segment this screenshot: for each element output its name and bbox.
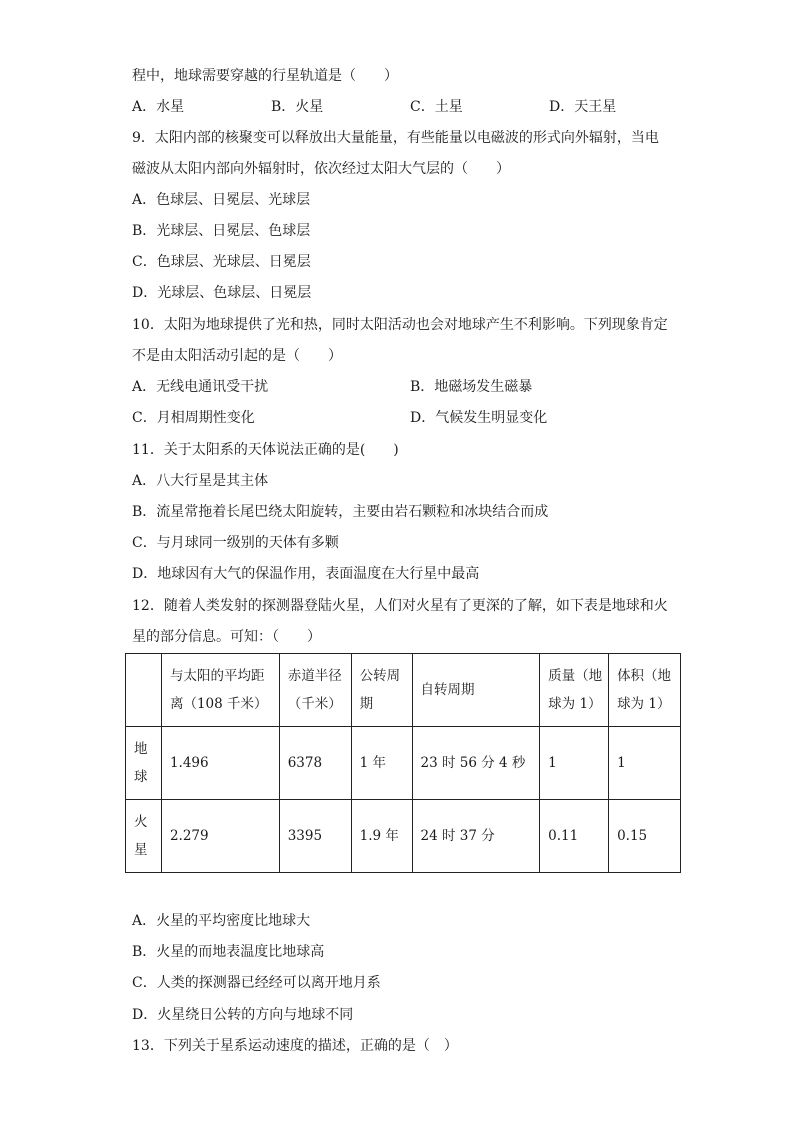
q8-option-d: D．天王星 <box>549 99 617 115</box>
table-row-label: 火 星 <box>126 800 162 873</box>
table-cell: 6378 <box>279 727 351 800</box>
q9-stem-line2: 磁波从太阳内部向外辐射时，依次经过太阳大气层的（ ） <box>132 161 510 177</box>
table-header-cell: 质量（地 球为 1） <box>540 654 609 727</box>
q10-stem-line2: 不是由太阳活动引起的是（ ） <box>132 348 342 364</box>
table-header-cell <box>126 654 162 727</box>
table-header-cell: 公转周 期 <box>351 654 412 727</box>
q10-option-b: B．地磁场发生磁暴 <box>410 379 533 395</box>
q8-option-a: A．水星 <box>132 99 185 115</box>
table-header-cell: 与太阳的平均距 离（108 千米） <box>161 654 279 727</box>
q8-option-b: B．火星 <box>271 99 324 115</box>
table-cell: 24 时 37 分 <box>412 800 540 873</box>
q10-option-c: C．月相周期性变化 <box>132 410 255 426</box>
q8-stem: 程中，地球需要穿越的行星轨道是（ ） <box>132 68 398 84</box>
table-cell: 1 <box>540 727 609 800</box>
q9-option-c: C．色球层、光球层、日冕层 <box>132 254 311 270</box>
table-cell: 0.15 <box>609 800 681 873</box>
q11-option-d: D．地球因有大气的保温作用，表面温度在大行星中最高 <box>132 566 480 582</box>
q9-stem-line1: 9．太阳内部的核聚变可以释放出大量能量，有些能量以电磁波的形式向外辐射，当电 <box>132 130 659 146</box>
table-cell: 1 年 <box>351 727 412 800</box>
q11-option-a: A．八大行星是其主体 <box>132 473 269 489</box>
table-header-cell: 赤道半径 （千米） <box>279 654 351 727</box>
table-cell: 2.279 <box>161 800 279 873</box>
table-row-mars <box>126 800 681 873</box>
q11-option-b: B．流星常拖着长尾巴绕太阳旋转，主要由岩石颗粒和冰块结合而成 <box>132 504 549 520</box>
table-header-row <box>126 654 681 727</box>
q11-option-c: C．与月球同一级别的天体有多颗 <box>132 535 339 551</box>
table-cell: 1.9 年 <box>351 800 412 873</box>
q12-option-d: D．火星绕日公转的方向与地球不同 <box>132 1007 354 1023</box>
q9-option-a: A．色球层、日冕层、光球层 <box>132 192 311 208</box>
q11-stem: 11．关于太阳系的天体说法正确的是( ) <box>132 442 399 458</box>
q13-stem: 13．下列关于星系运动速度的描述，正确的是（ ） <box>132 1038 458 1054</box>
earth-mars-table <box>125 653 681 873</box>
table-header-cell: 自转周期 <box>412 654 540 727</box>
q12-stem-line1: 12．随着人类发射的探测器登陆火星，人们对火星有了更深的了解，如下表是地球和火 <box>132 598 668 614</box>
q10-option-d: D．气候发生明显变化 <box>410 410 548 426</box>
q9-option-d: D．光球层、色球层、日冕层 <box>132 285 312 301</box>
table-row-earth <box>126 727 681 800</box>
q12-option-c: C．人类的探测器已经经可以离开地月系 <box>132 975 381 991</box>
q9-option-b: B．光球层、日冕层、色球层 <box>132 223 311 239</box>
q10-stem-line1: 10．太阳为地球提供了光和热，同时太阳活动也会对地球产生不利影响。下列现象肯定 <box>132 317 668 333</box>
q10-option-a: A．无线电通讯受干扰 <box>132 379 269 395</box>
q12-stem-line2: 星的部分信息。可知：（ ） <box>132 629 321 645</box>
table-row-label: 地 球 <box>126 727 162 800</box>
q12-option-a: A．火星的平均密度比地球大 <box>132 913 311 929</box>
table-cell: 1.496 <box>161 727 279 800</box>
q12-option-b: B．火星的而地表温度比地球高 <box>132 944 325 960</box>
table-cell: 1 <box>609 727 681 800</box>
table-cell: 0.11 <box>540 800 609 873</box>
table-cell: 3395 <box>279 800 351 873</box>
table-header-cell: 体积（地 球为 1） <box>609 654 681 727</box>
table-cell: 23 时 56 分 4 秒 <box>412 727 540 800</box>
q8-option-c: C．土星 <box>410 99 463 115</box>
